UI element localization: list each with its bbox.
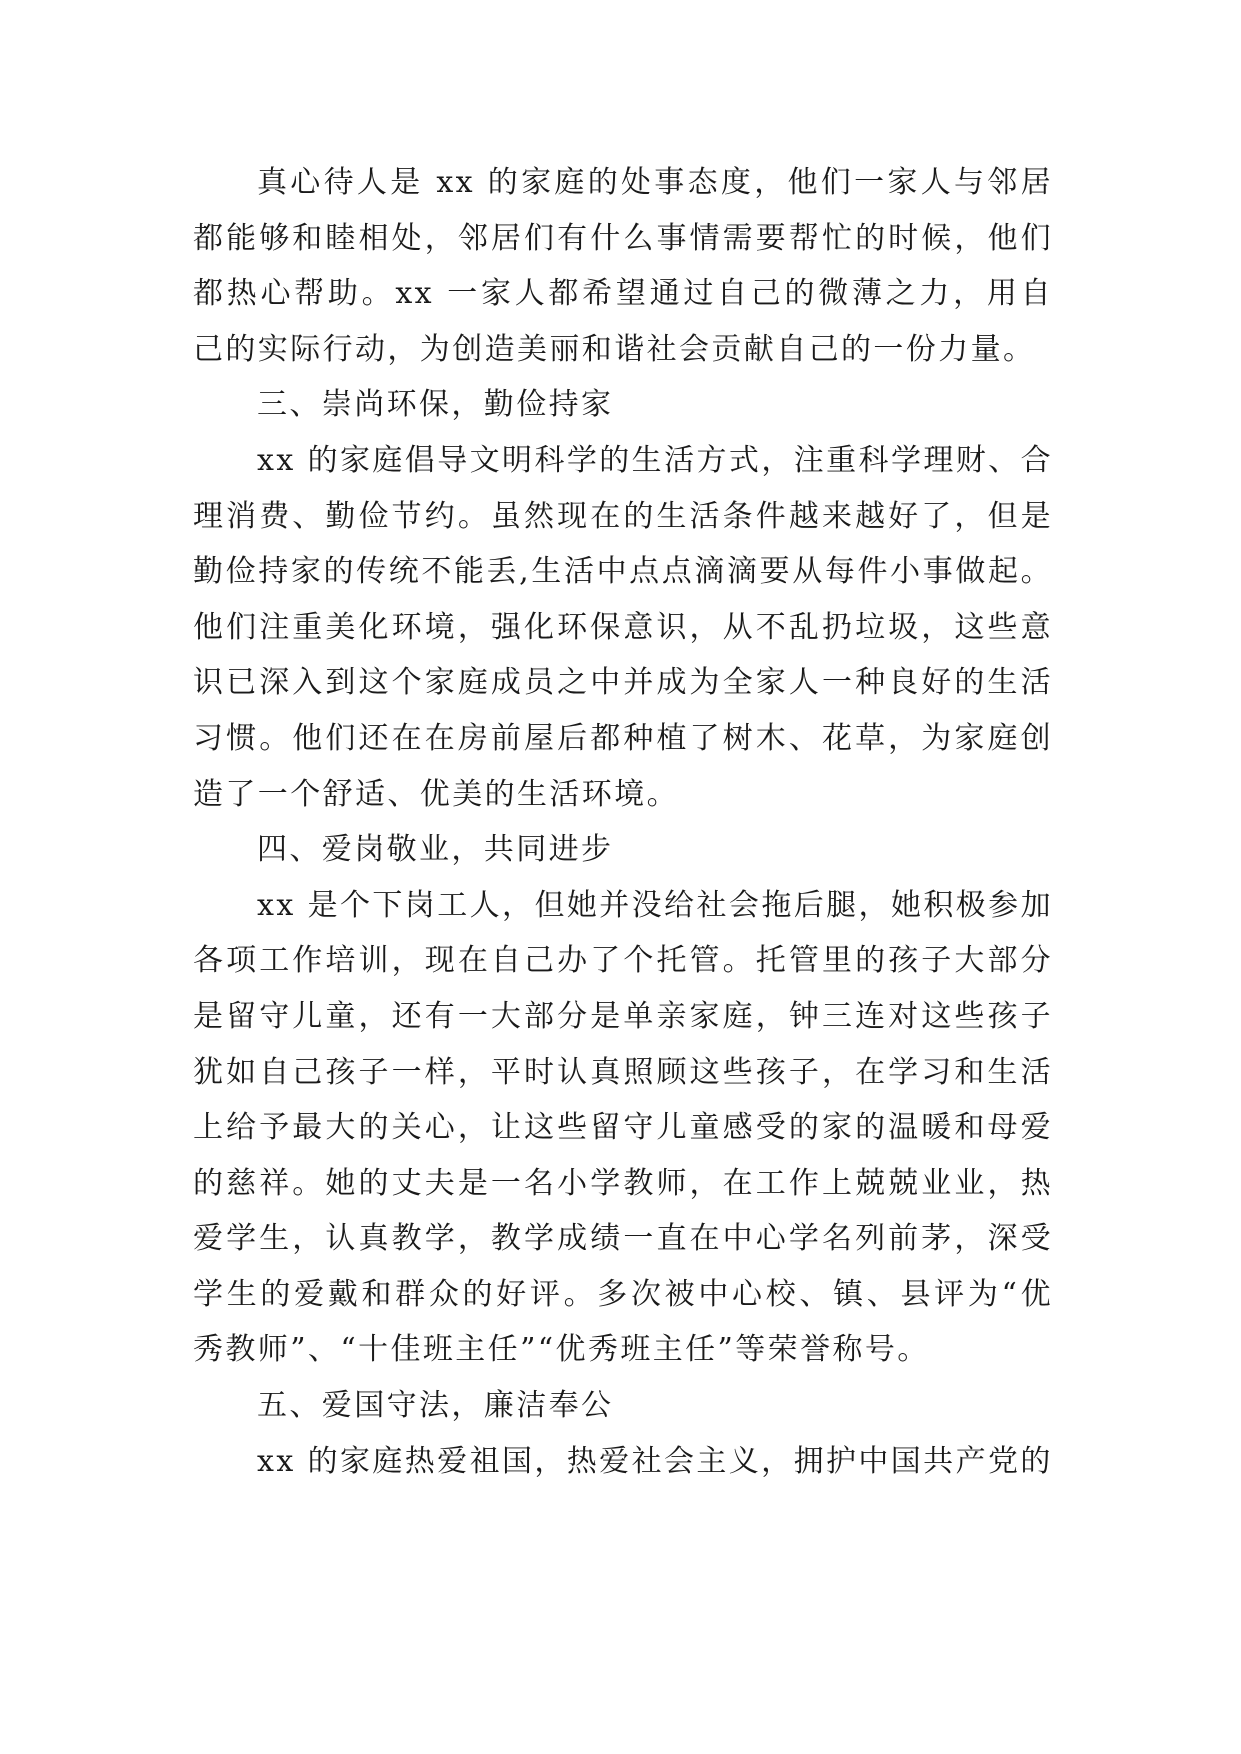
paragraph-dedication: xx 是个下岗工人，但她并没给社会拖后腿，她积极参加各项工作培训，现在自己办了个托管。托管里的孩子大部分是留守儿童，还有一大部分是单亲家庭，钟三连对这些孩子犹如自己孩子一样，平时认真照顾这些孩子，在学习和生活上给予最大的关心，让这些留守儿童感受的家的温暖和母爱的慈祥。她的丈夫是一名小学教师，在工作上兢兢业业，热爱学生，认真教学，教学成绩一直在中心学名列前茅，深受学生的爱戴和群众的好评。多次被中心校、镇、县评为“优秀教师”、“十佳班主任”“优秀班主任”等荣誉称号。 xyxy=(193,887,1053,1368)
section-heading-3: 三、崇尚环保，勤俭持家 xyxy=(257,387,614,423)
document-body xyxy=(193,155,1053,1489)
section-heading-5: 五、爱国守法，廉洁奉公 xyxy=(257,1388,614,1424)
section-heading-4: 四、爱岗敬业，共同进步 xyxy=(257,832,614,868)
paragraph-courtesy: 真心待人是 xx 的家庭的处事态度，他们一家人与邻居都能够和睦相处，邻居们有什么事情需要帮忙的时候，他们都热心帮助。xx 一家人都希望通过自己的微薄之力，用自己的实际行动，为创造美丽和谐社会贡献自己的一份力量。 xyxy=(193,165,1053,367)
paragraph-frugality: xx 的家庭倡导文明科学的生活方式，注重科学理财、合理消费、勤俭节约。虽然现在的生活条件越来越好了，但是勤俭持家的传统不能丢,生活中点点滴滴要从每件小事做起。他们注重美化环境，强化环保意识，从不乱扔垃圾，这些意识已深入到这个家庭成员之中并成为全家人一种良好的生活习惯。他们还在在房前屋后都种植了树木、花草，为家庭创造了一个舒适、优美的生活环境。 xyxy=(193,442,1053,812)
paragraph-patriotism: xx 的家庭热爱祖国，热爱社会主义，拥护中国共产党的 xyxy=(257,1443,1053,1479)
